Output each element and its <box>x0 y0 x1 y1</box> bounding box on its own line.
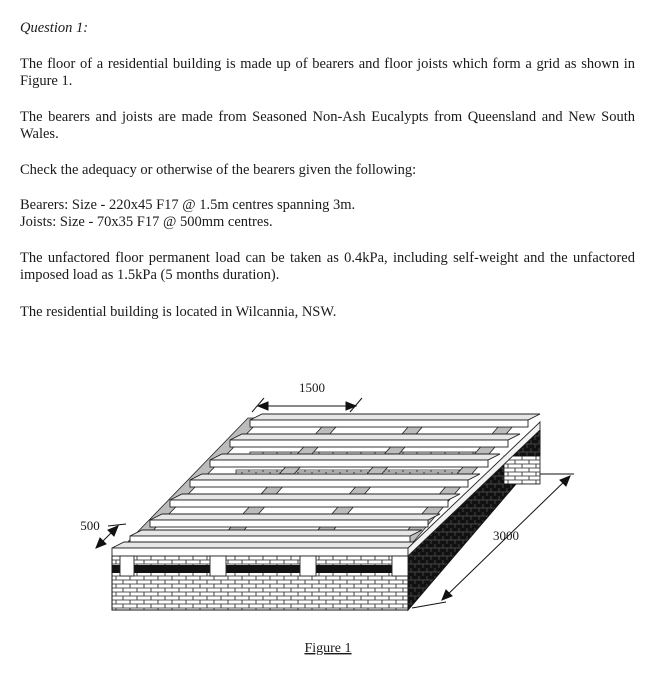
dimension-3000-label: 3000 <box>493 528 519 543</box>
joists-spec: Joists: Size - 70x35 F17 @ 500mm centres. <box>20 214 273 230</box>
dimension-1500-label: 1500 <box>299 380 325 395</box>
dimension-500-label: 500 <box>80 518 100 533</box>
intro-paragraph: The floor of a residential building is made up of bearers and floor joists which form a grid as shown in Figure 1. <box>20 56 635 89</box>
joist <box>170 494 460 507</box>
member-specifications <box>20 197 635 231</box>
floor-grid-drawing <box>0 360 655 686</box>
joist <box>130 530 422 543</box>
loads-paragraph: The unfactored floor permanent load can be taken as 0.4kPa, including self-weight and the unfactored imposed load as 1.5kPa (5 months duration). <box>20 250 635 283</box>
dimension-1500 <box>252 398 362 412</box>
question-heading: Question 1: <box>20 20 89 36</box>
joist <box>250 414 540 427</box>
bearers-spec: Bearers: Size - 220x45 F17 @ 1.5m centres spanning 3m. <box>20 197 356 213</box>
figure-1 <box>0 360 655 686</box>
task-paragraph: Check the adequacy or otherwise of the bearers given the following: <box>20 162 417 178</box>
joist <box>230 434 520 447</box>
joist <box>150 514 440 527</box>
figure-caption: Figure 1 <box>304 641 352 656</box>
joist <box>112 542 420 556</box>
joist <box>210 454 500 467</box>
front-brick-wall <box>112 556 408 610</box>
joist <box>190 474 480 487</box>
material-paragraph: The bearers and joists are made from Seasoned Non-Ash Eucalypts from Queensland and New South Wales. <box>20 109 635 142</box>
location-paragraph: The residential building is located in Wilcannia, NSW. <box>20 304 337 320</box>
